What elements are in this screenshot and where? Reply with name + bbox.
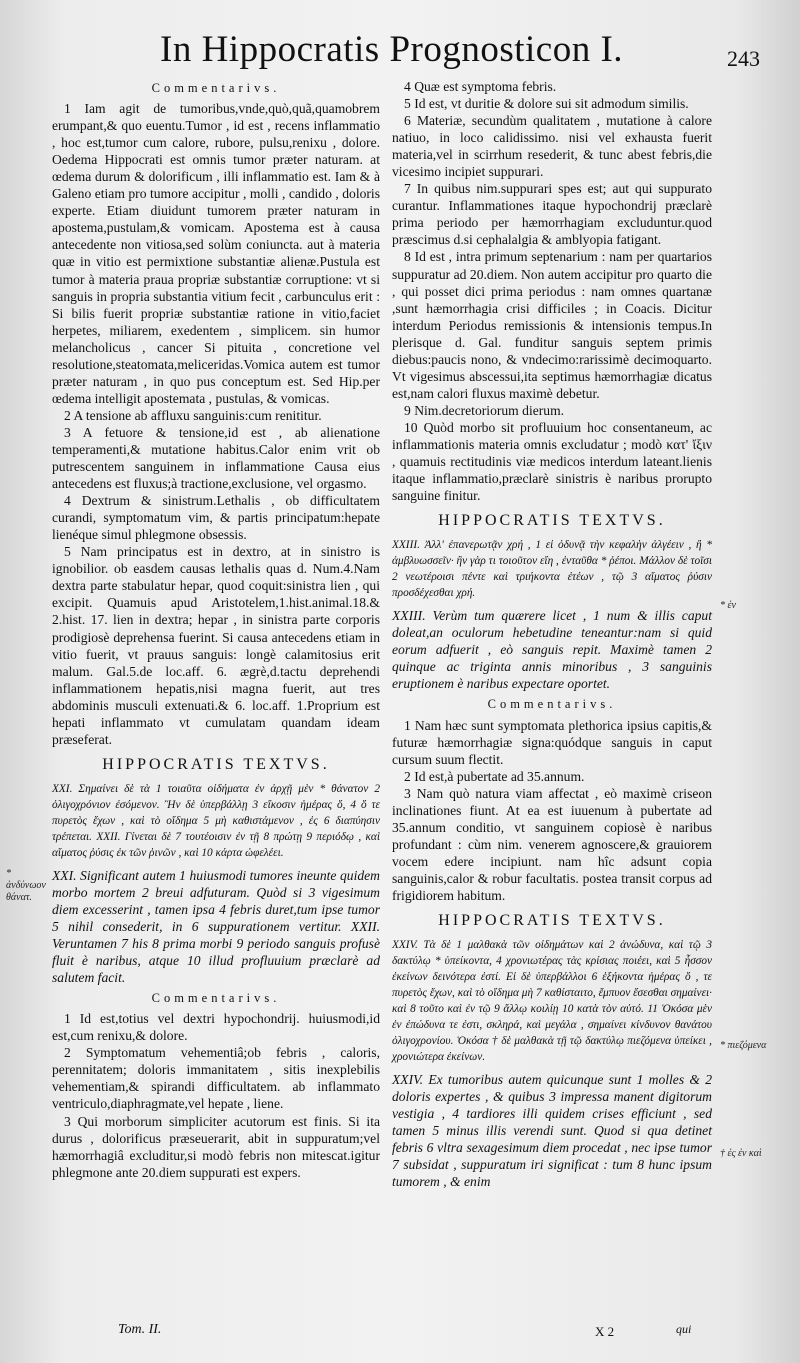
commentary-heading: Commentarivs. [151, 81, 281, 95]
commentary-paragraph: 2 Symptomatum vehementiâ;ob febris , caloris, perennitatem; doloris immanitatem , sitis inexplebilis vehementiam,& spirandi difficultatem. ab inflammato ventriculo,diaphragmate,vel hepate , liene. [52, 1045, 380, 1112]
margin-note-right: † ἐς ἐν καὶ [720, 1148, 762, 1159]
commentary-paragraph: 5 Id est, vt duritie & dolore sui sit admodum similis. [404, 96, 689, 112]
commentary-paragraph: 3 Nam quò natura viam affectat , eò maximè criseon inclinationes fiunt. At ea est iuuenum à pubertate ad 35.annum conditio, vt sanguinem copiosè è naribus profundant : cùm nim. venerem agnoscere,& grauiorem vocem edere incipiunt. nam hîc adsunt copia sanguinis,calor & robur facultatis. postea transit corpus ad frigidiorem habitum. [392, 785, 712, 903]
textus-heading: HIPPOCRATIS TEXTVS. [438, 912, 666, 930]
running-head [150, 28, 770, 74]
commentary-paragraph: 7 In quibus nim.suppurari spes est; aut qui suppurato curantur. Inflammationes itaque hypochondrij præclarè prima periodo per hæmorrhagiam excluduntur.quod præscimus d.si cephalalgia & amblyopia fatigant. [392, 181, 712, 248]
margin-note-right: * πιεζόμενα [720, 1040, 767, 1051]
commentary-paragraph: 8 Id est , intra primum septenarium : nam per quartarios suppuratur ad 20.diem. Non autem accipitur pro quarto die , qui posset dici prima periodus : nam omnes quartanæ ,sunt hæmorrhagia crisi difficiles ; in Coacis. Dicitur interdum Periodus remissionis & intensionis tempus.In plerisque d. Gal. funditur sanguis septem primis diebus:paucis nono, & vndecimo:rarissimè decimoquarto. Vt vigesimus abscessui,ita septimus hæmorrhagiæ dicatus est,nam calori fluxus maximè debetur. [392, 249, 712, 401]
volume-footer: Tom. II. [118, 1322, 162, 1337]
commentary-heading: Commentarivs. [487, 697, 617, 712]
commentary-paragraph: 9 Nim.decretoriorum dierum. [404, 402, 565, 418]
latin-translation: XXIV. Ex tumoribus autem quicunque sunt 1 molles & 2 doloris expertes , & quibus 3 impressa manent digitorum vestigia , 4 tardiores illi quidem crises efficiunt , sed tamen 5 minus illis verendi sunt. Quod si qua detinet febris 6 vltra sexagesimum diem procedat , nec ipse tumor 7 subsidat , suppuratum iri significat : tum 8 hunc ipsum tumorem , & enim [392, 1072, 712, 1190]
page-number: 243 [727, 46, 760, 71]
greek-text: XXIII. Ἀλλ' ἐπανερωτᾷν χρή , 1 εἰ ὀδυνᾷ τὴν κεφαλὴν ἀλγέειν , ἢ * ἀμβλυωσσεῖν· ἢν γὰρ τι τοιοῦτον εἴη , ἐνταῦθα * ῥέποι. Μάλλον δὲ τοῖσι 2 νεωτέροισι πέντε καὶ τριήκοντα ἐτέων , τῷ 3 αἵματος ῥύσιν προσδέχεσθαι χρή. [392, 539, 712, 600]
greek-text: XXIV. Τὰ δὲ 1 μαλθακὰ τῶν οἰδημάτων καὶ 2 ἀνώδυνα, καὶ τῷ 3 δακτύλῳ * ὑπείκοντα, 4 χρονιωτέρας τὰς κρίσιας ποιέει, καὶ 5 ἧσσον ἐκείνων δεινότερα ἐστί. Εἰ δὲ ὑπερβάλλοι 6 ἑξήκοντα ἡμέρας ὅ , τε πυρετὸς ἔχων, καὶ τὸ οἴδημα μὴ 7 καθίσταιτο, ἔμπυον ἔσεσθαι σημαίνει· καὶ 8 τοῦτο καὶ ἐν τῷ 9 ἄλλῳ κοιλίῃ 10 κατὰ τὸν αὐτό. 11 Ὁκόσα μὲν ἐν ἐπώδυνα τε ἐστι, σκληρά, καὶ μεγάλα , σημαίνει κίνδυνον θανάτου ὀλιγοχρονίου. Ὁκόσα † δὲ μαλθακὰ τῇ τῷ δακτύλῳ πιεζόμενα ὑπείκει , χρονιώτερα ἐκείνων. [392, 939, 712, 1064]
margin-note-right: * ἐν [720, 600, 736, 611]
signature-mark: X 2 [595, 1324, 615, 1339]
textus-heading: HIPPOCRATIS TEXTVS. [438, 512, 666, 530]
commentary-paragraph: 1 Id est,totius vel dextri hypochondrij. huiusmodi,id est,cum renixu,& dolore. [52, 1011, 380, 1044]
commentary-heading: Commentarivs. [151, 991, 281, 1006]
left-column [52, 78, 380, 1181]
commentary-paragraph: 1 Iam agit de tumoribus,vnde,quò,quã,quamobrem erumpant,& quo euentu.Tumor , id est , recens inflammatio , hoc est,tumor cum calore, rubore, pulsu,renixu , dolore. Oedema Hippocrati est omnis tumor præter naturam. at œdema durum & dolorificum , illi inflammatio est. Iam & à Galeno etiam pro tumore accipitur , molli , candido , doloris experte. Etiam diuidunt tumorem præter naturam in apostema,pustulam,& vomicam. Apostema est à causa antecedente non vitiosa,sed solùm coniuncta. aut à materia quæ in vitio est permixtione substantiæ alienæ.Pustula est tumor à materia praua propriæ substantiæ corruptione: vt si sanguis in propria substantia vitium fecit , carbunculus erit : Si bilis fuerit propriæ substantiæ ratione in vitio,faciet herpetes, miliarem, exedentem , simplicem. sin humor melancholicus , cancer Si pituita , concretione vel resolutione,steatomata,meliceridas.Vomica autem est tumor præter naturam , in quo pus conceptum est. Sed Hip.per œdema intelligit apostemata , pustulas, & vomicas. [52, 101, 380, 406]
commentary-paragraph: 2 A tensione ab affluxu sanguinis:cum renititur. [64, 407, 322, 423]
page-title: In Hippocratis Prognosticon I. [160, 29, 624, 70]
commentary-paragraph: 3 Qui morborum simpliciter acutorum est finis. Si ita durus , dolorificus præseuerarit, abit in suppuratum;vel hæmorrhagiâ excluditur,si modò febris non mitescat.igitur phlegmone ante 20.diem suppurati est expers. [52, 1113, 380, 1180]
commentary-paragraph: 4 Quæ est symptoma febris. [404, 79, 557, 94]
commentary-paragraph: 10 Quòd morbo sit profluuium hoc consentaneum, ac inflammationis materia omnis excludatur ; modò κατ' ἴξιν , quamuis rectitudinis viæ medicos interdum lateant.lienis itaque inflammatio,præclarè sinistris è naribus prorupto sanguine finitur. [392, 419, 712, 504]
greek-text: XXI. Σημαίνει δὲ τὰ 1 τοιαῦτα οἰδήματα ἐν ἀρχῇ μὲν * θάνατον 2 ὀλιγοχρόνιον ἐσόμενον. Ἢν δὲ ὑπερβάλλῃ 3 εἴκοσιν ἡμέρας ὅ, 4 ὅ τε πυρετὸς ἔχων , καὶ τὸ οἴδημα 5 μὴ καθιστάμενον , ἐς 6 διαπύησιν τρέπεται. XXII. Γίνεται δὲ 7 τουτέοισιν ἐν τῇ 8 πρώτῃ 9 περιόδῳ , καὶ αἵματος ῥύσις ἐκ τῶν ῥινῶν , καὶ 10 κάρτα ὠφελέει. [52, 782, 380, 859]
margin-note-left: * ἀνδύνωον θάνατ. [6, 868, 46, 903]
commentary-paragraph: 1 Nam hæc sunt symptomata plethorica ipsius capitis,& futuræ hæmorrhagiæ signa:quódque sanguis in caput cursum suum flectit. [392, 717, 712, 767]
right-column [392, 78, 712, 1194]
commentary-paragraph: 3 A fetuore & tensione,id est , ab alienatione temperamenti,& mutatione habitus.Calor enim vrit ob putrescentem sanguinem in inflammatione Causa eius antecedens est fluxus;à tractione,exclusione, vel orgasmo. [52, 424, 380, 492]
commentary-paragraph: 4 Dextrum & sinistrum.Lethalis , ob difficultatem curandi, symptomatum vim, & partis principatum:hepate lienéque simul phlegmone obsessis. [52, 493, 380, 543]
commentary-paragraph: 2 Id est,à pubertate ad 35.annum. [404, 768, 585, 784]
textus-heading: HIPPOCRATIS TEXTVS. [102, 755, 330, 773]
commentary-paragraph: 5 Nam principatus est in dextro, at in sinistro is ignobilior. ob easdem causas lethalis quas d. Num.4.Nam dextra parte stabulatur hepar, quod coquit:sinistra lien , qui excipit. Quamuis apud Aristotelem,1.hist.animal.18.& 2.hist. 17. lien in dextra; hepar , in sinistra parte corporis prodigiosè deprehensa fuerint. Si causa antecedens etiam in vitio fuerit, vt prauus sanguis: longè calamitosius erit malum. Gal.5.de loc.aff. 6. ægrè,d.tactu deprehendi inflammationem hepatis,nisi magna fuerit, aut tres abdominis musculi extenuati.& 6. loc.aff. 1.Proprium est hepati inflammato vt cumulatam quandam ideam præseferat. [52, 544, 380, 747]
latin-translation: XXI. Significant autem 1 huiusmodi tumores ineunte quidem morbo mortem 2 breui adfuturam. Quòd si 3 vigesimum diem excesserint , tamen ipsa 4 febris duret,tum ipse tumor 5 nihil consederit, in 6 suppurationem vertitur. XXII. Veruntamen 7 his 8 prima morbi 9 periodo sanguis profusè fluit è naribus, atque 10 illud profluuium præclarè ad salutem facit. [52, 867, 380, 986]
latin-translation: XXIII. Verùm tum quærere licet , 1 num & illis caput doleat,an oculorum hebetudine teneantur:nam si quid eorum adfuerit , eò sanguis repit. Maximè tamen 2 quinque ac triginta annis minoribus , 3 sanguinis eruptionem è naribus expectare oportet. [392, 608, 712, 692]
commentary-paragraph: 6 Materiæ, secundùm qualitatem , mutatione à calore natiuo, in loco calidissimo. nisi vel exhausta fuerit materia,vel in scirrhum resederit, & tunc abest febris,die vicesimo incipiet suppurari. [392, 113, 712, 180]
catchword: qui [676, 1322, 692, 1336]
